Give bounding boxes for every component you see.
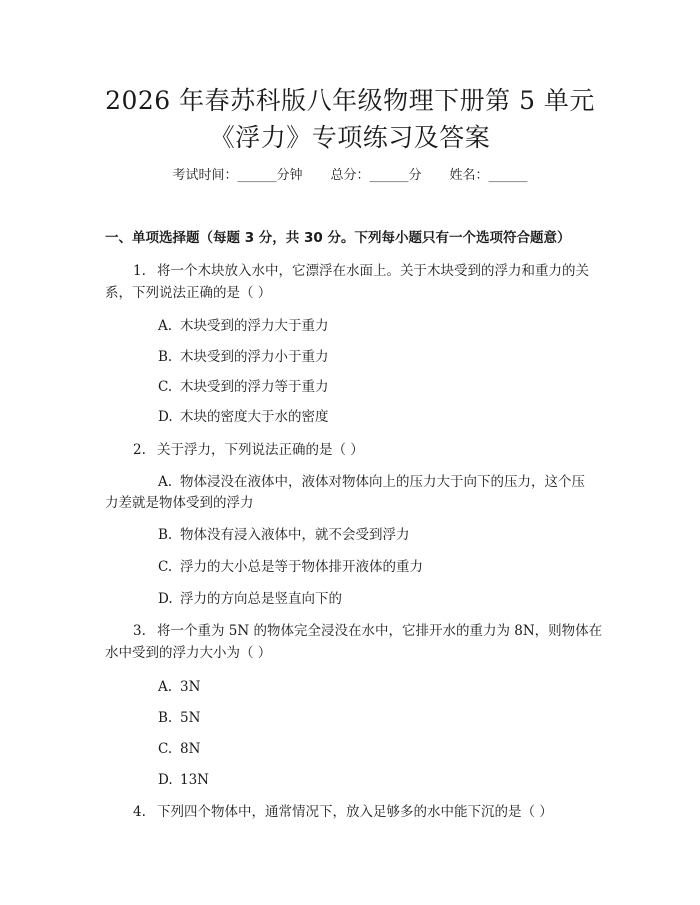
option-label: B. — [158, 710, 173, 726]
document-title-line1: 2026 年春苏科版八年级物理下册第 5 单元 — [105, 86, 595, 115]
name-blank: ______ — [488, 168, 528, 183]
question-text: 将一个重为 5N 的物体完全浸没在水中，它排开水的重力为 8N，则物体在 — [157, 623, 603, 639]
option-text: 木块的密度大于水的密度 — [180, 409, 329, 425]
option-text: 8N — [180, 741, 201, 757]
option-text: 物体没有浸入液体中，就不会受到浮力 — [180, 527, 410, 543]
option-text: 木块受到的浮力小于重力 — [180, 349, 329, 365]
option-label: B. — [158, 349, 173, 365]
question-number: 2. — [133, 442, 146, 458]
question-number: 1. — [133, 263, 146, 279]
time-blank: ______ — [237, 168, 277, 183]
question-3 — [105, 621, 602, 641]
option-label: A. — [158, 679, 173, 695]
option — [158, 525, 410, 545]
option — [158, 316, 329, 336]
option — [158, 589, 342, 609]
question-1 — [105, 261, 589, 281]
score-unit: 分 — [408, 168, 422, 183]
option — [158, 708, 200, 728]
option — [158, 557, 423, 577]
option — [158, 472, 585, 492]
time-label: 考试时间： — [172, 168, 238, 183]
document-title-line2: 《浮力》专项练习及答案 — [209, 123, 491, 152]
option — [158, 770, 209, 790]
question-text-cont: 水中受到的浮力大小为（ ） — [105, 645, 272, 661]
option-text: 木块受到的浮力等于重力 — [180, 379, 329, 395]
question-text: 关于浮力，下列说法正确的是（ ） — [157, 442, 364, 458]
time-unit: 分钟 — [276, 168, 303, 183]
question-number: 4. — [133, 804, 146, 820]
option-text-cont: 力差就是物体受到的浮力 — [105, 495, 254, 511]
question-text: 下列四个物体中，通常情况下，放入足够多的水中能下沉的是（ ） — [157, 804, 553, 820]
option-label: D. — [158, 591, 173, 607]
option-label: A. — [158, 474, 173, 490]
section-heading: 一、单项选择题（每题 3 分，共 30 分。下列每小题只有一个选项符合题意） — [105, 230, 571, 246]
option-label: C. — [158, 741, 173, 757]
question-number: 3. — [133, 623, 146, 639]
option-label: D. — [158, 772, 173, 788]
score-blank: ______ — [369, 168, 409, 183]
option-text: 5N — [180, 710, 201, 726]
option-text: 木块受到的浮力大于重力 — [180, 318, 329, 334]
option-text: 13N — [180, 772, 209, 788]
question-2 — [105, 440, 364, 460]
option — [158, 377, 329, 397]
question-text: 将一个木块放入水中，它漂浮在水面上。关于木块受到的浮力和重力的关 — [157, 263, 589, 279]
option-text: 3N — [180, 679, 201, 695]
exam-meta — [0, 167, 700, 185]
name-label: 姓名： — [449, 168, 489, 183]
option-text: 物体浸没在液体中，液体对物体向上的压力大于向下的压力，这个压 — [180, 474, 585, 490]
question-text-cont: 系，下列说法正确的是（ ） — [105, 285, 272, 301]
option — [158, 347, 329, 367]
option-text: 浮力的方向总是竖直向下的 — [180, 591, 342, 607]
option-label: B. — [158, 527, 173, 543]
option — [158, 739, 200, 759]
option-text: 浮力的大小总是等于物体排开液体的重力 — [180, 559, 423, 575]
score-label: 总分： — [330, 168, 370, 183]
option-label: D. — [158, 409, 173, 425]
option-label: C. — [158, 559, 173, 575]
option — [158, 407, 329, 427]
option-label: C. — [158, 379, 173, 395]
option-label: A. — [158, 318, 173, 334]
option — [158, 677, 200, 697]
question-4 — [105, 802, 553, 822]
